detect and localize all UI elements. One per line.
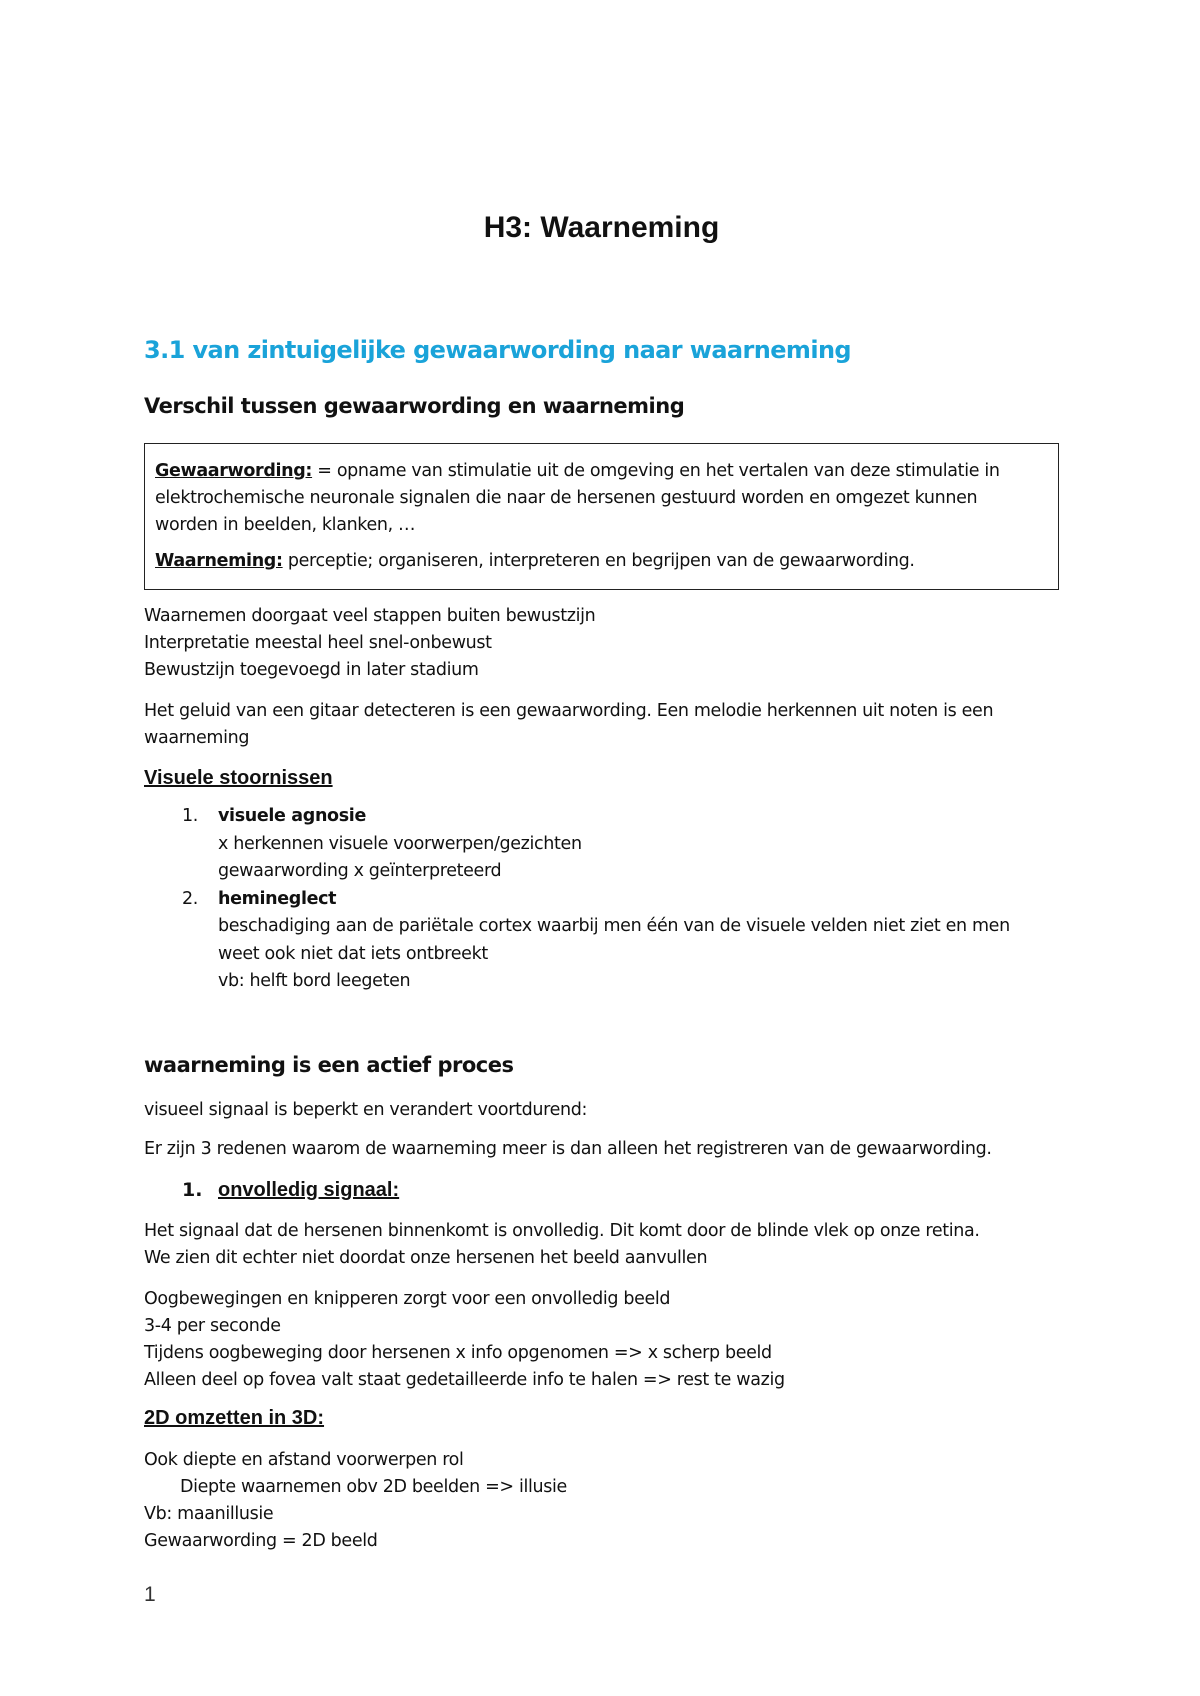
note-line: Interpretatie meestal heel snel-onbewust [144,633,492,653]
note-line: Waarnemen doorgaat veel stappen buiten bewustzijn [144,606,596,626]
visual-disorders-list [144,803,1059,996]
subheading-difference: Verschil tussen gewaarwording en waarneming [144,394,685,418]
visual-disorders-heading: Visuele stoornissen [144,767,333,789]
incomplete-line: Het signaal dat de hersenen binnenkomt is onvolledig. Dit komt door de blinde vlek op onze retina. [144,1221,980,1241]
reason-number: 1. [182,1179,203,1201]
eye-line: Alleen deel op fovea valt staat gedetailleerde info te halen => rest te wazig [144,1370,785,1390]
threeD-line: Diepte waarnemen obv 2D beelden => illusie [180,1477,567,1497]
list-item-line: beschadiging aan de pariëtale cortex waarbij men één van de visuele velden niet ziet en men [218,916,1010,936]
list-item-title: hemineglect [218,888,337,909]
eye-line: Tijdens oogbeweging door hersenen x info opgenomen => x scherp beeld [144,1343,772,1363]
list-number: 2. [182,888,198,909]
term-gewaarwording: Gewaarwording: [155,461,313,481]
list-item-line: gewaarwording x geïnterpreteerd [218,861,502,881]
subheading-active-process: waarneming is een actief proces [144,1053,514,1077]
threeD-line: Vb: maanillusie [144,1504,274,1524]
list-item-line: x herkennen visuele voorwerpen/gezichten [218,833,582,854]
threeD-line: Gewaarwording = 2D beeld [144,1531,378,1551]
list-item [144,803,1059,886]
active-line: visueel signaal is beperkt en verandert voortdurend: [144,1100,588,1120]
term-waarneming: Waarneming: [155,551,283,571]
list-item [144,886,1059,996]
incomplete-line: We zien dit echter niet doordat onze hersenen het beeld aanvullen [144,1248,708,1268]
eye-line: 3-4 per seconde [144,1316,281,1336]
example-line: Het geluid van een gitaar detecteren is een gewaarwording. Een melodie herkennen uit noten is een [144,701,994,721]
active-line: Er zijn 3 redenen waarom de waarneming meer is dan alleen het registreren van de gewaarwording. [144,1139,992,1159]
example-line: waarneming [144,728,250,748]
definition-box [144,443,1059,590]
page-number: 1 [144,1583,156,1606]
eye-line: Oogbewegingen en knipperen zorgt voor een onvolledig beeld [144,1289,671,1309]
definition-text: perceptie; organiseren, interpreteren en begrijpen van de gewaarwording. [282,551,915,571]
list-item-line: vb: helft bord leegeten [218,971,411,991]
page-title: H3: Waarneming [483,211,720,244]
section-heading: 3.1 van zintuigelijke gewaarwording naar waarneming [144,336,852,364]
list-number: 1. [182,806,198,826]
list-item-line: weet ook niet dat iets ontbreekt [218,943,488,964]
threeD-line: Ook diepte en afstand voorwerpen rol [144,1450,464,1470]
definition-text: worden in beelden, klanken, … [155,515,416,535]
note-line: Bewustzijn toegevoegd in later stadium [144,660,479,680]
definition-text: elektrochemische neuronale signalen die naar de hersenen gestuurd worden en omgezet kunnen [155,488,978,508]
threeD-heading: 2D omzetten in 3D: [144,1407,325,1429]
list-item-title: visuele agnosie [218,806,366,826]
reason-title: onvolledig signaal: [218,1179,400,1201]
definition-gewaarwording [155,458,1048,485]
reason-heading [182,1176,400,1204]
definition-waarneming [155,548,1048,575]
definition-text: = opname van stimulatie uit de omgeving en het vertalen van deze stimulatie in [312,461,1000,481]
